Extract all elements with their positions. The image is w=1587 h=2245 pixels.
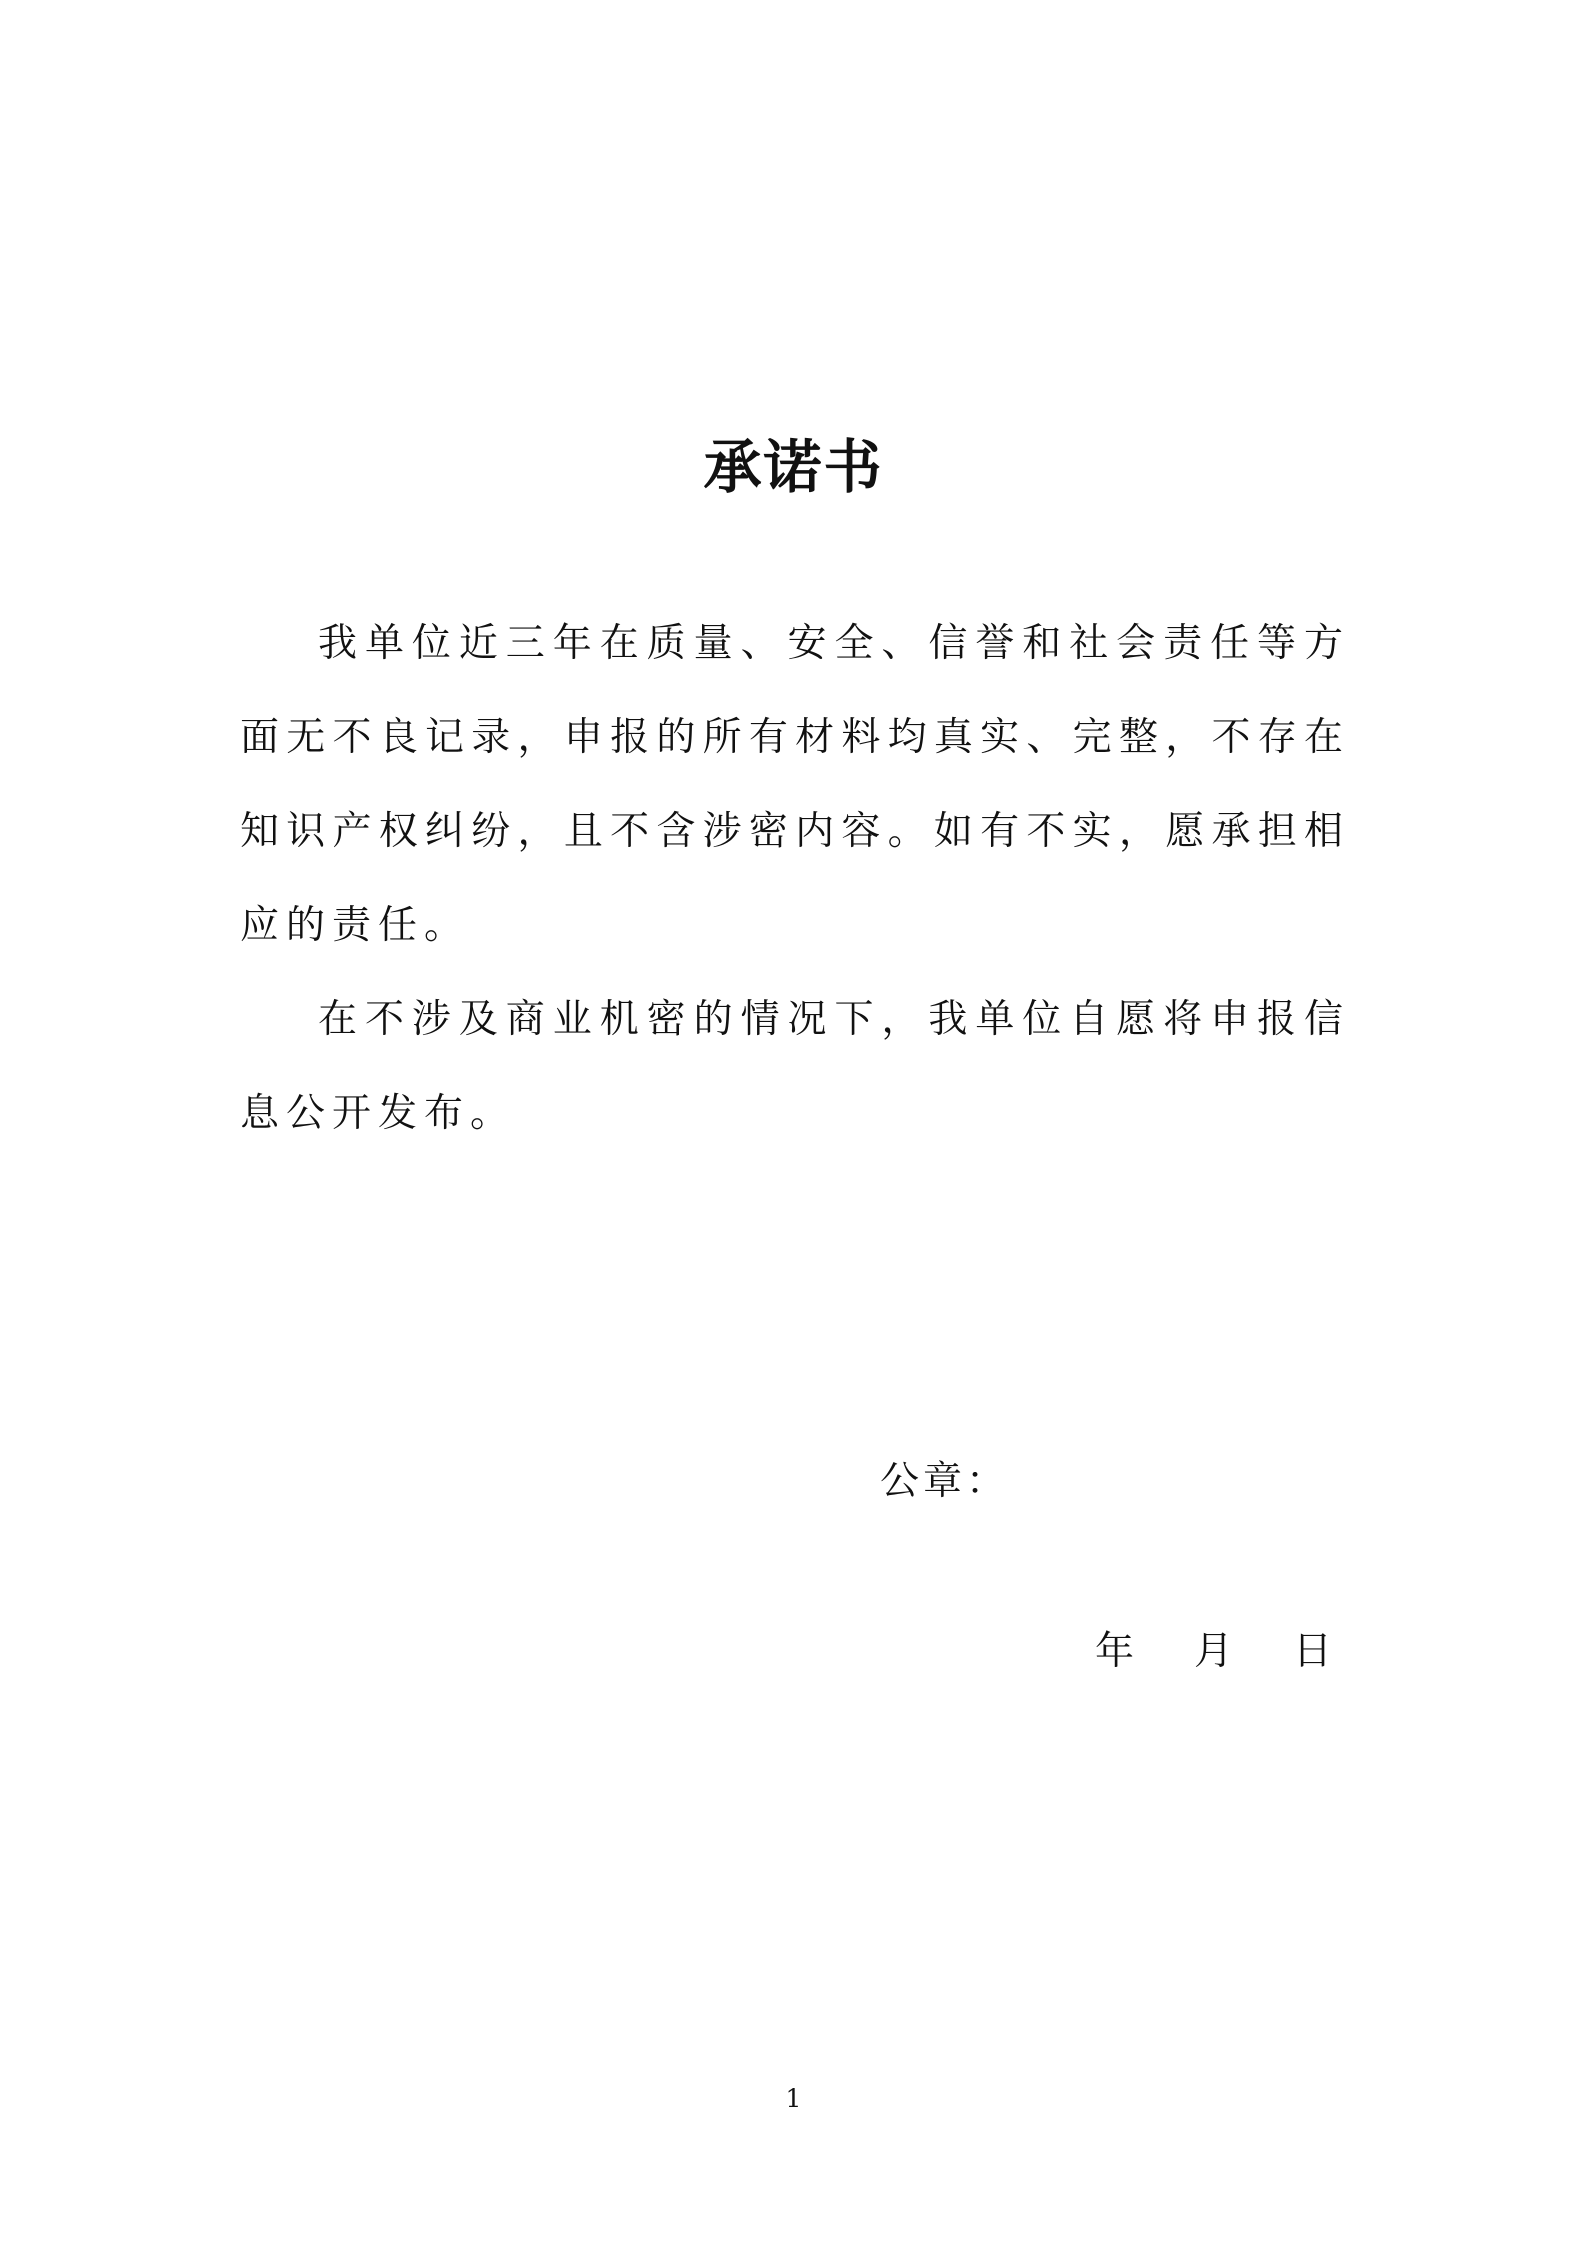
date-day-label: 日 bbox=[1293, 1629, 1333, 1674]
paragraph-disclosure: 在不涉及商业机密的情况下，我单位自愿将申报信息公开发布。 bbox=[240, 997, 1350, 1136]
page-number: 1 bbox=[785, 2084, 802, 2113]
seal-label: 公章： bbox=[880, 1459, 1010, 1504]
date-line bbox=[1095, 1622, 1332, 1682]
document-body bbox=[240, 597, 1350, 1161]
date-year-label: 年 bbox=[1095, 1629, 1135, 1674]
date-month-label: 月 bbox=[1194, 1629, 1234, 1674]
document-title: 承诺书 bbox=[703, 433, 884, 501]
paragraph-commitment: 我单位近三年在质量、安全、信誉和社会责任等方面无不良记录，申报的所有材料均真实、完整，不存在知识产权纠纷，且不含涉密内容。如有不实，愿承担相应的责任。 bbox=[240, 621, 1350, 948]
